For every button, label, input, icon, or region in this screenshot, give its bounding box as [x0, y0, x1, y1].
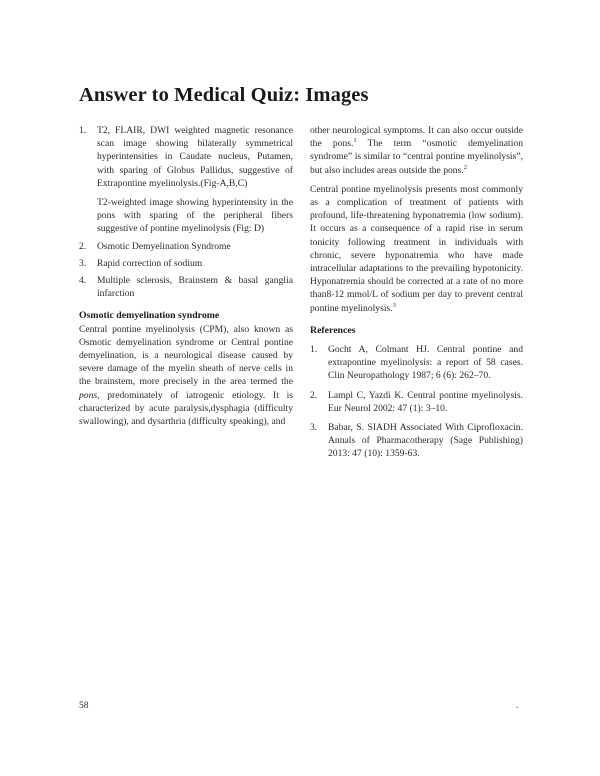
- body-paragraph: other neurological symptoms. It can also occur outside the pons.$^1$ The term “osmotic demyelination syndrome” is similar to “central pontine myelinolysis”, but also includes areas outside the pons.$^2$: [310, 125, 523, 176]
- reference-number: 3.: [310, 422, 318, 434]
- answer-text: Osmotic Demyelination Syndrome: [97, 240, 231, 252]
- answer-number: 1.: [79, 125, 87, 136]
- reference-text: Babar, S. SIADH Associated With Ciprofloxacin. Annals of Pharmacotherapy (Sage Publishing) 2013: 47 (10): 1359-63.: [328, 422, 523, 460]
- reference-text: Lampl C, Yazdi K. Central pontine myelinolysis. Eur Neurol 2002: 47 (1): 3–10.: [328, 389, 523, 414]
- reference-item: [310, 421, 523, 461]
- article-title: Answer to Medical Quiz: Images: [79, 84, 369, 106]
- answer-item-1: [79, 124, 293, 236]
- answer-item-4: [79, 274, 293, 300]
- left-column: [79, 124, 293, 428]
- body-paragraph: Central pontine myelinolysis (CPM), also known as Osmotic demyelination syndrome or Central pontine demyelination, is a neurological disease caused by severe damage of the myelin sheath of nerve cells in the brainstem, more precisely in the area termed the pons, predominately of iatrogenic etiology. It is characterized by acute paralysis,dysphagia (difficulty swallowing), and dysarthria (difficulty speaking), and: [79, 323, 293, 428]
- answer-item-3: [79, 257, 293, 270]
- answer-text: Rapid correction of sodium: [97, 257, 203, 269]
- body-paragraph: Central pontine myelinolysis presents most commonly as a complication of treatment of patients with profound, life-threatening hyponatremia (low sodium). It occurs as a consequence of a rapid rise in serum tonicity following treatment in individuals with chronic, severe hyponatremia who have made intracellular adaptations to the prevailing hypotonicity. Hyponatremia should be corrected at a rate of no more than8-12 mmol/L of sodium per day to prevent central pontine myelinolysis.$^3$: [310, 183, 523, 314]
- answer-number: 2.: [79, 240, 87, 252]
- right-column: [310, 124, 523, 461]
- page-number: 58: [79, 700, 89, 711]
- answer-text: T2, FLAIR, DWI weighted magnetic resonance scan image showing bilaterally symmetrical hyperintensities in Caudate nucleus, Putamen, with sparing of Globus Pallidus, suggestive of Extrapontine myelinolysis.(Fig-A,B,C): [97, 125, 293, 189]
- answer-text: T2-weighted image showing hyperintensity in the pons with sparing of the peripheral fibers suggestive of pontine myelinolysis (Fig: D): [97, 197, 293, 235]
- answer-item-2: [79, 240, 293, 253]
- footer-dot: .: [516, 700, 519, 711]
- reference-number: 2.: [310, 389, 318, 401]
- reference-text: Gocht A, Colmant HJ. Central pontine and extrapontine myelinolysis: a report of 58 cases. Clin Neuropathology 1987; 6 (6): 262–70.: [328, 344, 523, 382]
- references-heading: References: [310, 324, 356, 336]
- answer-text: Multiple sclerosis, Brainstem & basal ganglia infarction: [97, 275, 293, 300]
- section-heading: Osmotic demyelination syndrome: [79, 310, 220, 322]
- answer-number: 3.: [79, 257, 87, 269]
- reference-number: 1.: [310, 344, 318, 356]
- reference-item: [310, 389, 523, 415]
- reference-item: [310, 343, 523, 383]
- answer-number: 4.: [79, 275, 87, 287]
